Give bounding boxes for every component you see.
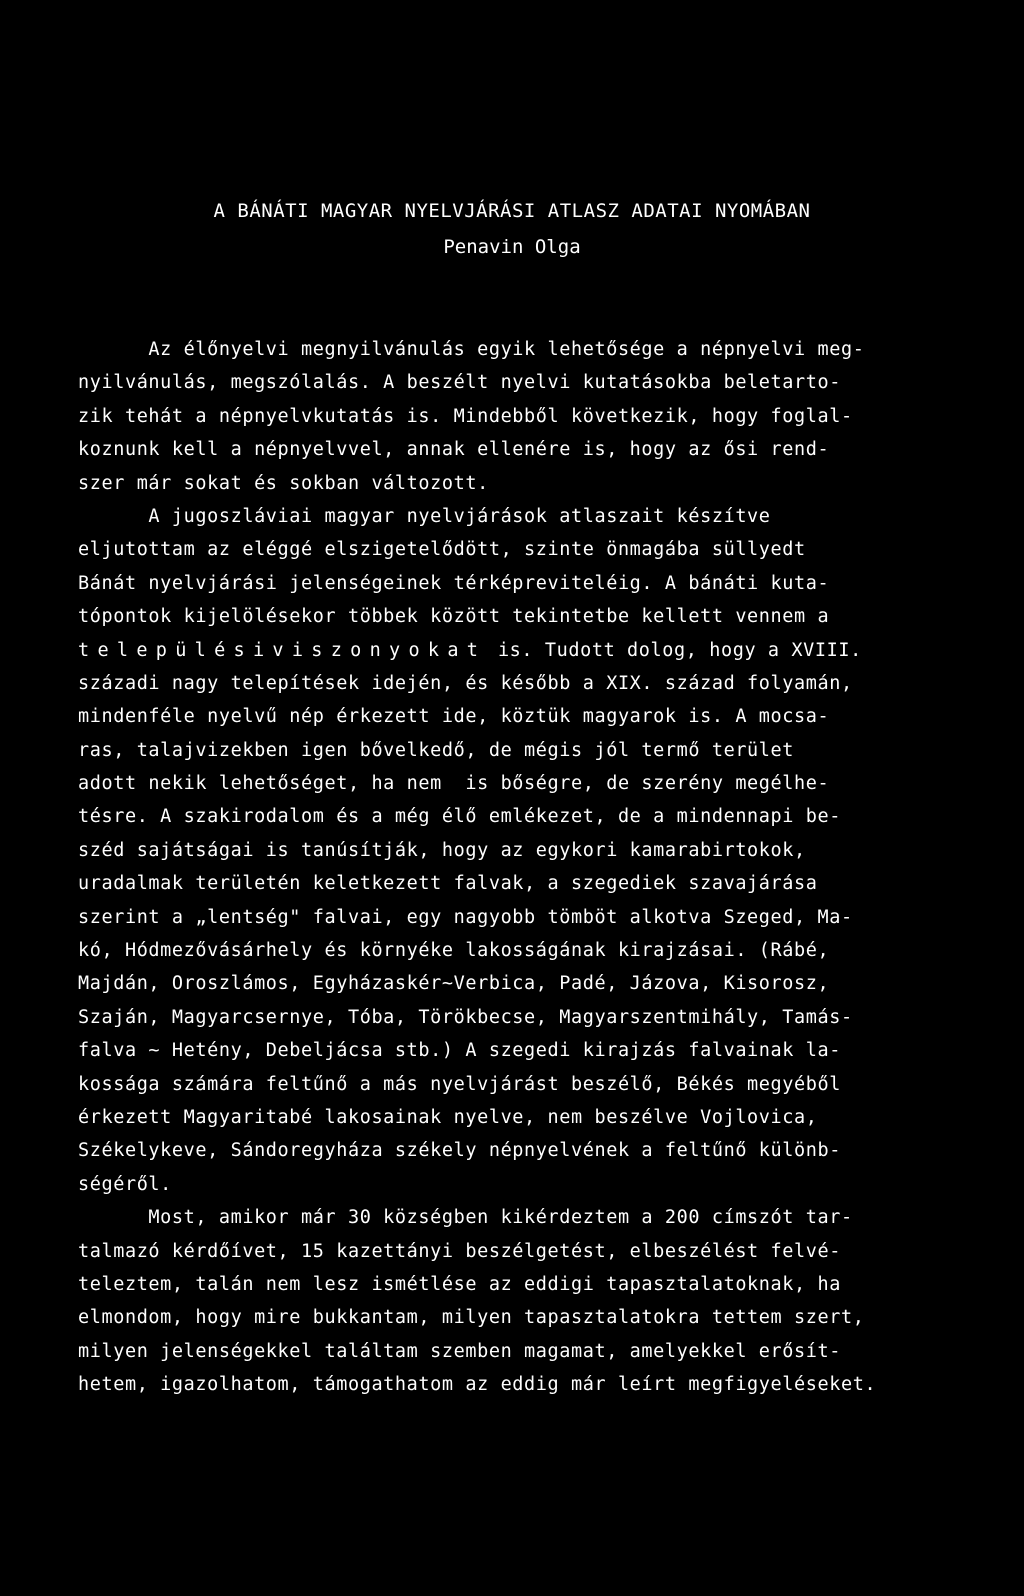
text-line-4: koznunk kell a népnyelvvel, annak ellenére is, hogy az ősi rend- bbox=[78, 439, 830, 461]
text-line-1: Az élőnyelvi megnyilvánulás egyik lehetősége a népnyelvi meg- bbox=[78, 339, 865, 360]
text-line-29: teleztem, talán nem lesz ismétlése az eddigi tapasztalatoknak, ha bbox=[78, 1273, 841, 1295]
text-line-3: zik tehát a népnyelvkutatás is. Mindebből következik, hogy foglal- bbox=[78, 405, 853, 427]
text-line-11: századi nagy telepítések idején, és később a XIX. század folyamán, bbox=[78, 672, 853, 694]
text-line-31: milyen jelenségekkel találtam szemben magamat, amelyekkel erősít- bbox=[78, 1340, 841, 1362]
text-line-15: tésre. A szakirodalom és a még élő emlékezet, de a mindennapi be- bbox=[78, 806, 841, 828]
spaced-emphasis: településiviszonyokat bbox=[78, 639, 487, 661]
text-line-14: adott nekik lehetőséget, ha nem is bőségre, de szerény megélhe- bbox=[78, 773, 830, 795]
text-line-24: érkezett Magyaritabé lakosainak nyelve, nem beszélve Vojlovica, bbox=[78, 1106, 818, 1128]
text-line-26: ségéről. bbox=[78, 1173, 172, 1195]
text-line-12: mindenféle nyelvű nép érkezett ide, köztük magyarok is. A mocsa- bbox=[78, 706, 830, 728]
text-line-7: eljutottam az eléggé elszigetelődött, szinte önmagába süllyedt bbox=[78, 539, 806, 561]
text-line-16: széd sajátságai is tanúsítják, hogy az egykori kamarabirtokok, bbox=[78, 839, 806, 861]
spaced-line-rest: is. Tudott dolog, hogy a XVIII. bbox=[486, 639, 862, 661]
body-text bbox=[78, 333, 998, 1402]
text-line-10 bbox=[78, 634, 998, 667]
text-line-2: nyilvánulás, megszólalás. A beszélt nyelvi kutatásokba beletarto- bbox=[78, 372, 841, 394]
text-line-21: Szaján, Magyarcsernye, Tóba, Törökbecse, Magyarszentmihály, Tamás- bbox=[78, 1006, 853, 1028]
text-line-32: hetem, igazolhatom, támogathatom az eddig már leírt megfigyeléseket. bbox=[78, 1374, 877, 1396]
text-line-20: Majdán, Oroszlámos, Egyházaskér~Verbica, Padé, Jázova, Kisorosz, bbox=[78, 973, 830, 995]
text-line-25: Székelykeve, Sándoregyháza székely népnyelvének a feltűnő különb- bbox=[78, 1140, 841, 1162]
text-line-28: talmazó kérdőívet, 15 kazettányi beszélgetést, elbeszélést felvé- bbox=[78, 1240, 841, 1262]
text-line-17: uradalmak területén keletkezett falvak, a szegediek szavajárása bbox=[78, 873, 818, 895]
text-line-6: A jugoszláviai magyar nyelvjárások atlaszait készítve bbox=[78, 505, 771, 527]
text-line-13: ras, talajvizekben igen bővelkedő, de mégis jól termő terület bbox=[78, 739, 795, 761]
text-line-9: tópontok kijelölésekor többek között tekintetbe kellett vennem a bbox=[78, 606, 830, 628]
text-line-5: szer már sokat és sokban változott. bbox=[78, 472, 489, 494]
text-line-19: kó, Hódmezővásárhely és környéke lakosságának kirajzásai. (Rábé, bbox=[78, 940, 830, 962]
author-name: Penavin Olga bbox=[443, 236, 581, 258]
text-line-22: falva ~ Hetény, Debeljácsa stb.) A szegedi kirajzás falvainak la- bbox=[78, 1040, 841, 1062]
text-line-18: szerint a „lentség" falvai, egy nagyobb tömböt alkotva Szeged, Ma- bbox=[78, 906, 853, 928]
text-line-27: Most, amikor már 30 községben kikérdeztem a 200 címszót tar- bbox=[78, 1207, 853, 1229]
text-line-8: Bánát nyelvjárási jelenségeinek térképreviteléig. A bánáti kuta- bbox=[78, 572, 830, 594]
text-line-23: kossága számára feltűnő a más nyelvjárást beszélő, Békés megyéből bbox=[78, 1073, 841, 1095]
text-line-30: elmondom, hogy mire bukkantam, milyen tapasztalatokra tettem szert, bbox=[78, 1307, 865, 1329]
document-title: A BÁNÁTI MAGYAR NYELVJÁRÁSI ATLASZ ADATAI NYOMÁBAN bbox=[213, 200, 811, 222]
